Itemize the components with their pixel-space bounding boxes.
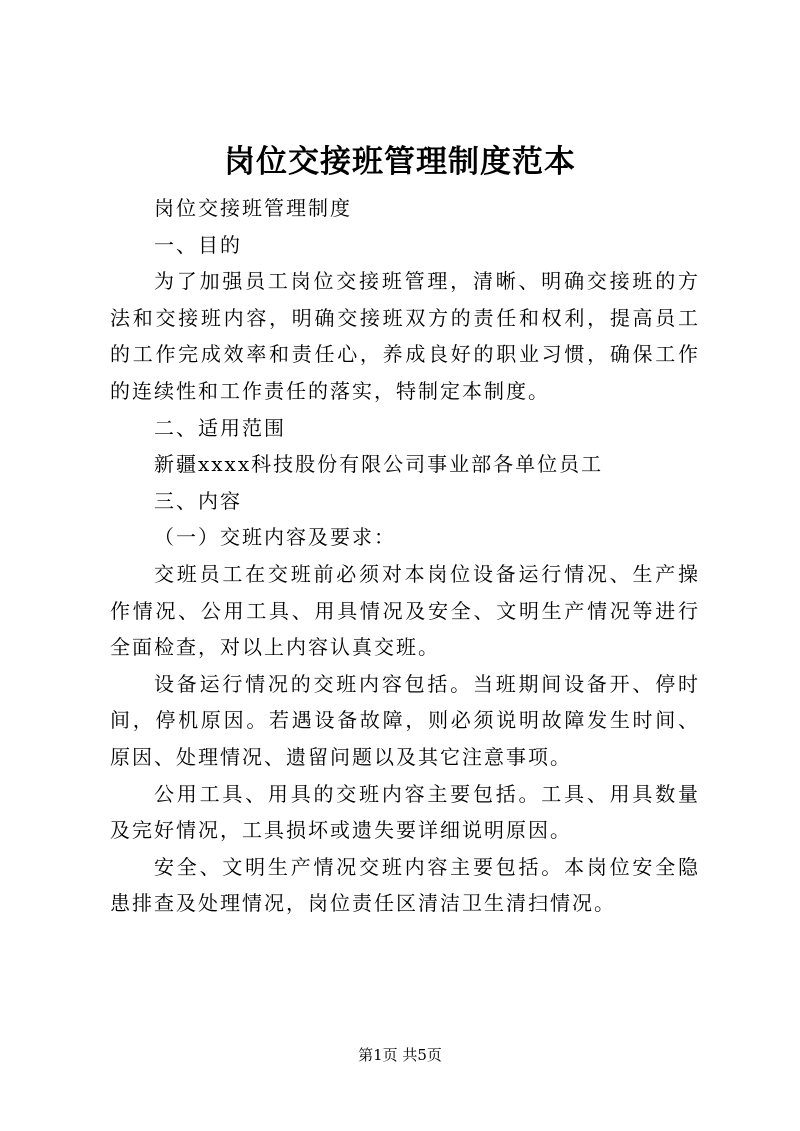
section-heading-scope: 二、适用范围 bbox=[154, 415, 286, 440]
paragraph-safety: 安全、文明生产情况交班内容主要包括。本岗位安全隐患排查及处理情况，岗位责任区清洁卫生清扫情况。 bbox=[110, 854, 700, 916]
paragraph-equipment: 设备运行情况的交班内容包括。当班期间设备开、停时间，停机原因。若遇设备故障，则必须说明故障发生时间、原因、处理情况、遗留问题以及其它注意事项。 bbox=[110, 671, 700, 769]
page-footer: 第1页 共5页 bbox=[358, 1046, 442, 1064]
section-heading-purpose: 一、目的 bbox=[154, 232, 242, 257]
paragraph-handover-check: 交班员工在交班前必须对本岗位设备运行情况、生产操作情况、公用工具、用具情况及安全、文明生产情况等进行全面检查，对以上内容认真交班。 bbox=[110, 561, 700, 660]
paragraph-scope: 新疆xxxx科技股份有限公司事业部各单位员工 bbox=[154, 452, 604, 477]
subsection-heading-handover: （一）交班内容及要求： bbox=[154, 525, 396, 550]
section-heading-content: 三、内容 bbox=[154, 488, 242, 513]
document-body bbox=[110, 190, 700, 922]
paragraph-tools: 公用工具、用具的交班内容主要包括。工具、用具数量及完好情况，工具损坏或遗失要详细说明原因。 bbox=[110, 781, 700, 843]
paragraph-heading: 岗位交接班管理制度 bbox=[154, 196, 352, 220]
paragraph-purpose: 为了加强员工岗位交接班管理，清晰、明确交接班的方法和交接班内容，明确交接班双方的责任和权利，提高员工的工作完成效率和责任心，养成良好的职业习惯，确保工作的连续性和工作责任的落实，特制定本制度。 bbox=[110, 269, 700, 403]
document-title: 岗位交接班管理制度范本 bbox=[224, 144, 576, 180]
